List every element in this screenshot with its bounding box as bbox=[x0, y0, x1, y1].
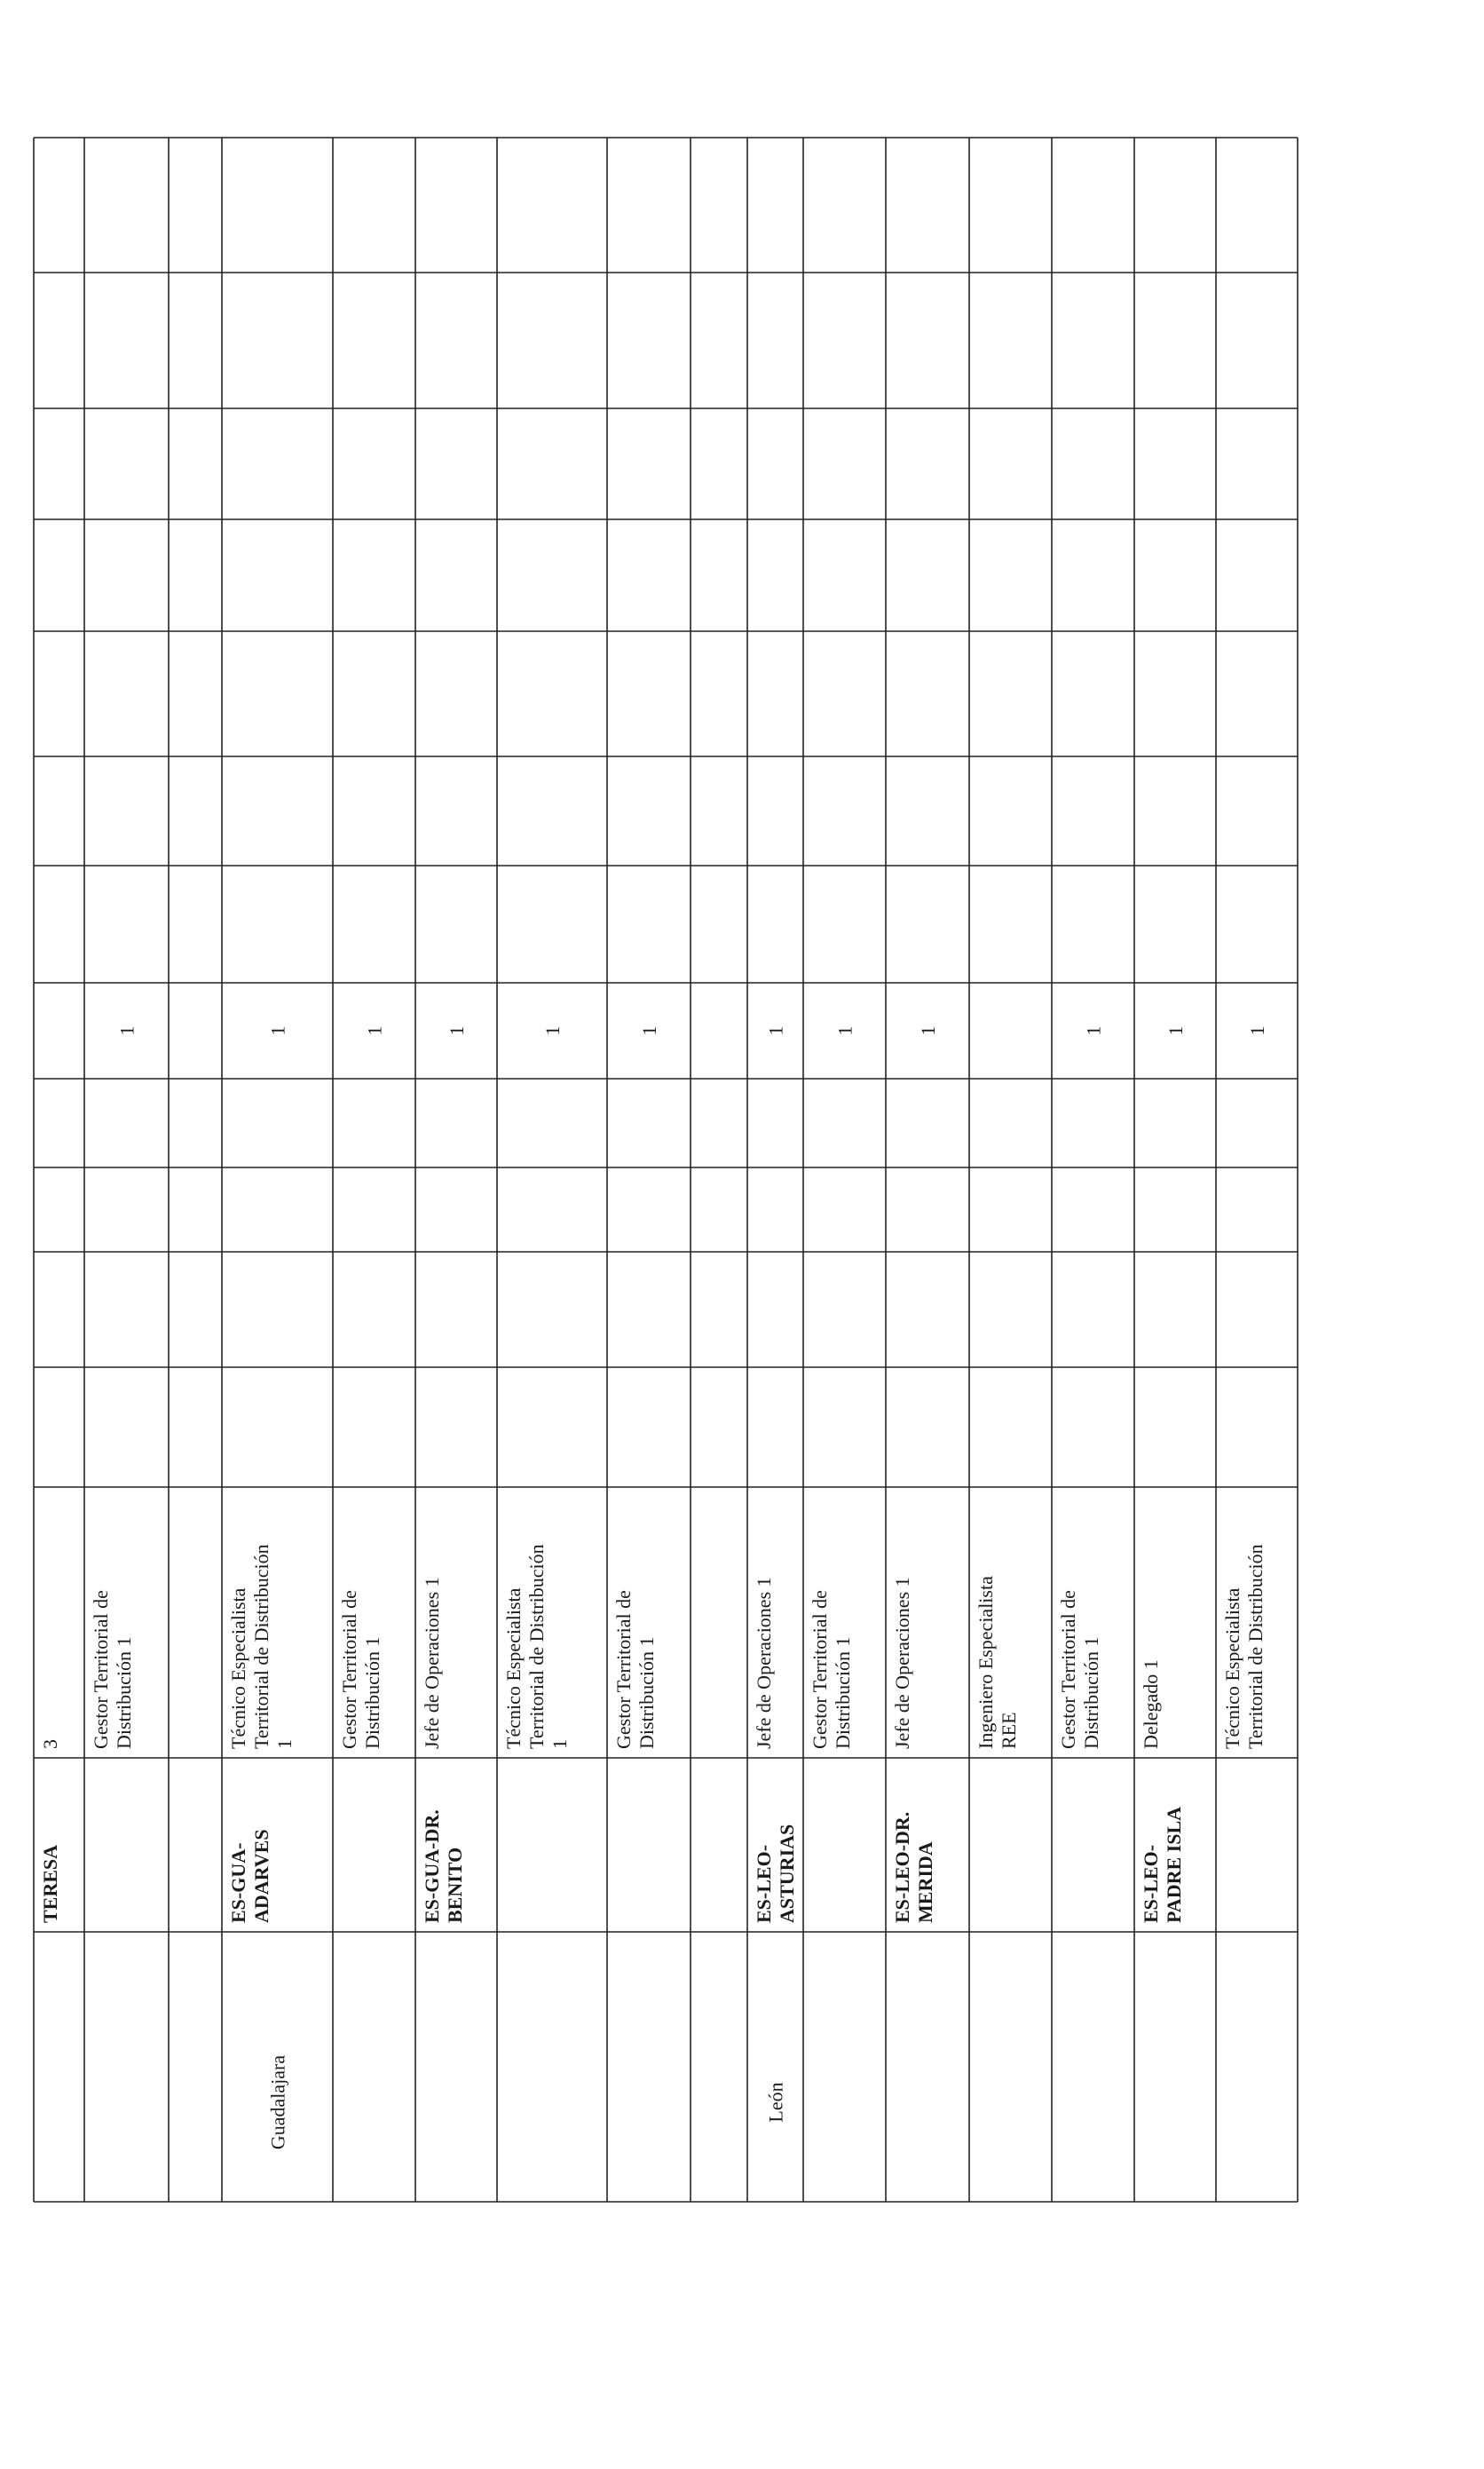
count-cell-1-line: 1 bbox=[115, 1025, 138, 1036]
role-cell-1-line: Gestor Territorial de bbox=[90, 1590, 112, 1749]
code-cell-11 bbox=[891, 1812, 936, 1923]
count-cell-5 bbox=[446, 1026, 468, 1036]
count-cell-9-line: 1 bbox=[764, 1025, 787, 1036]
role-cell-7 bbox=[612, 1590, 658, 1749]
role-cell-6-line: Territorial de Distribución bbox=[525, 1544, 548, 1749]
table-grid bbox=[34, 138, 1298, 2202]
role-cell-10-line: Gestor Territorial de bbox=[809, 1590, 831, 1749]
count-cell-6 bbox=[541, 1026, 564, 1036]
count-cell-1 bbox=[116, 1026, 138, 1036]
code-cell-9 bbox=[753, 1824, 798, 1923]
role-cell-11-line: Jefe de Operaciones 1 bbox=[891, 1577, 913, 1749]
role-cell-10-line: Distribución 1 bbox=[832, 1636, 854, 1749]
count-cell-5-line: 1 bbox=[446, 1025, 468, 1036]
code-cell-0-line: TERESA bbox=[39, 1844, 61, 1923]
role-cell-9-line: Jefe de Operaciones 1 bbox=[753, 1577, 775, 1749]
count-cell-10-line: 1 bbox=[833, 1025, 856, 1036]
count-cell-4-line: 1 bbox=[363, 1025, 386, 1036]
role-cell-3-line: Técnico Especialista bbox=[227, 1587, 249, 1749]
count-cell-7-line: 1 bbox=[638, 1025, 660, 1036]
code-cell-5 bbox=[421, 1809, 466, 1923]
role-cell-14 bbox=[1140, 1659, 1162, 1749]
province-cell-9-line: León bbox=[764, 2082, 787, 2123]
role-cell-12-line: REE bbox=[998, 1712, 1020, 1749]
count-cell-15-line: 1 bbox=[1246, 1025, 1268, 1036]
province-cell-9 bbox=[765, 2082, 787, 2122]
count-cell-13 bbox=[1083, 1026, 1105, 1036]
role-cell-0 bbox=[39, 1739, 61, 1749]
count-cell-4 bbox=[364, 1026, 386, 1036]
role-cell-1 bbox=[90, 1590, 135, 1749]
role-cell-10 bbox=[809, 1590, 854, 1749]
count-cell-9 bbox=[765, 1026, 787, 1036]
role-cell-12-line: Ingeniero Especialista bbox=[975, 1576, 997, 1749]
count-cell-3 bbox=[267, 1026, 289, 1036]
role-cell-4-line: Gestor Territorial de bbox=[338, 1590, 360, 1749]
role-cell-15 bbox=[1221, 1544, 1267, 1749]
role-cell-9 bbox=[753, 1577, 775, 1749]
role-cell-1-line: Distribución 1 bbox=[113, 1636, 135, 1749]
count-cell-14 bbox=[1164, 1026, 1187, 1036]
role-cell-11 bbox=[891, 1577, 913, 1749]
role-cell-12 bbox=[975, 1576, 1020, 1749]
role-cell-6-line: Técnico Especialista bbox=[502, 1587, 525, 1749]
code-cell-11-line: MERIDA bbox=[914, 1841, 936, 1923]
count-cell-6-line: 1 bbox=[541, 1025, 564, 1036]
role-cell-13-line: Distribución 1 bbox=[1080, 1636, 1102, 1749]
role-cell-4-line: Distribución 1 bbox=[361, 1636, 383, 1749]
role-cell-3-line: Territorial de Distribución bbox=[250, 1544, 272, 1749]
count-cell-10 bbox=[834, 1026, 856, 1036]
table-text-layer bbox=[39, 1026, 1268, 2150]
role-cell-15-line: Territorial de Distribución bbox=[1244, 1544, 1267, 1749]
code-cell-3 bbox=[227, 1829, 272, 1923]
role-cell-0-line: 3 bbox=[39, 1739, 61, 1749]
code-cell-5-line: ES-GUA-DR. bbox=[421, 1809, 443, 1923]
role-cell-3 bbox=[227, 1544, 296, 1749]
code-cell-3-line: ADARVES bbox=[250, 1829, 272, 1923]
role-cell-5 bbox=[421, 1577, 443, 1749]
code-cell-3-line: ES-GUA- bbox=[227, 1842, 249, 1923]
code-cell-11-line: ES-LEO-DR. bbox=[891, 1811, 913, 1923]
count-cell-13-line: 1 bbox=[1082, 1025, 1105, 1036]
province-cell-3-line: Guadalajara bbox=[266, 2054, 289, 2150]
role-cell-13-line: Gestor Territorial de bbox=[1057, 1590, 1079, 1749]
count-cell-15 bbox=[1246, 1026, 1268, 1036]
role-cell-5-line: Jefe de Operaciones 1 bbox=[421, 1577, 443, 1749]
role-cell-13 bbox=[1057, 1590, 1102, 1749]
role-cell-15-line: Técnico Especialista bbox=[1221, 1587, 1243, 1749]
province-cell-3 bbox=[267, 2055, 289, 2149]
code-cell-0 bbox=[39, 1845, 61, 1923]
code-cell-5-line: BENITO bbox=[444, 1847, 466, 1923]
role-cell-6-line: 1 bbox=[549, 1739, 571, 1749]
count-cell-3-line: 1 bbox=[266, 1025, 289, 1036]
role-cell-7-line: Gestor Territorial de bbox=[612, 1590, 635, 1749]
count-cell-14-line: 1 bbox=[1164, 1025, 1187, 1036]
code-cell-9-line: ASTURIAS bbox=[776, 1824, 798, 1923]
code-cell-14-line: PADRE ISLA bbox=[1163, 1806, 1185, 1923]
code-cell-14 bbox=[1140, 1807, 1185, 1923]
count-cell-11-line: 1 bbox=[917, 1025, 939, 1036]
role-cell-6 bbox=[502, 1544, 571, 1749]
role-cell-3-line: 1 bbox=[273, 1739, 296, 1749]
code-cell-9-line: ES-LEO- bbox=[753, 1844, 775, 1923]
role-cell-4 bbox=[338, 1590, 383, 1749]
role-cell-14-line: Delegado 1 bbox=[1140, 1659, 1162, 1749]
count-cell-11 bbox=[917, 1026, 939, 1036]
role-cell-7-line: Distribución 1 bbox=[635, 1636, 658, 1749]
count-cell-7 bbox=[638, 1026, 660, 1036]
code-cell-14-line: ES-LEO- bbox=[1140, 1844, 1162, 1923]
